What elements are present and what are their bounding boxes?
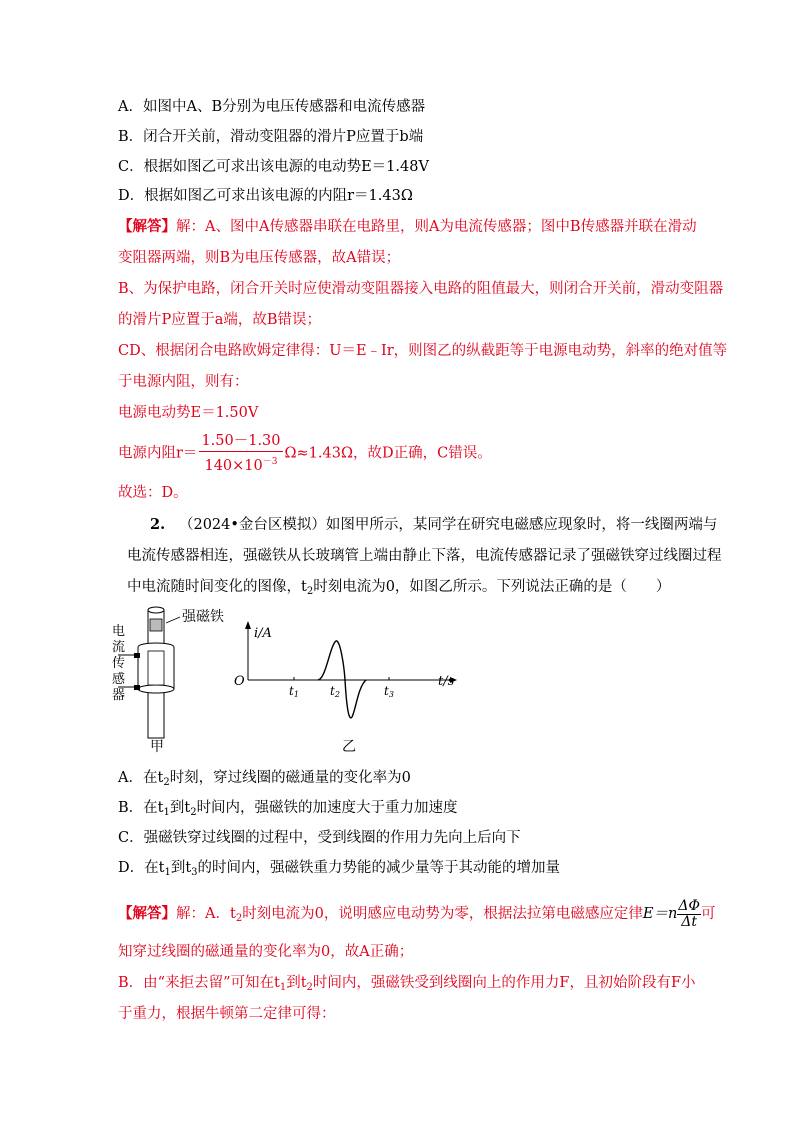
q2-option-a: A．在$t_2$时刻，穿过线圈的磁通量的变化率为0 [118,770,411,788]
svg-text:t1: t1 [289,684,299,699]
apparatus-diagram [112,607,224,755]
q1-conclusion: 故选：D。 [118,485,188,501]
faraday-law-formula: E＝n $\frac{\Delta\Phi}{\Delta t}$ [642,897,700,930]
svg-text:t2: t2 [330,684,340,699]
svg-text:流: 流 [112,640,126,655]
svg-text:传: 传 [112,656,126,671]
q1-answer-line-6: 于电源内阻，则有： [118,374,249,390]
q2-option-c: C．强磁铁穿过线圈的过程中，受到线圈的作用力先向上后向下 [118,830,521,846]
q1-answer-line-5: CD、根据闭合电路欧姆定律得：U＝E﹣Ir，则图乙的纵截距等于电源电动势，斜率的绝对值等 [118,343,728,359]
q1-option-a: A．如图中A、B分别为电压传感器和电流传感器 [118,99,426,115]
q1-option-d: D．根据如图乙可求出该电源的内阻r＝1.43Ω [118,188,413,204]
q1-answer-line-7: 电源电动势E＝1.50V [118,405,259,421]
q2-answer-line-1: 【解答】解：A．$t_2$时刻电流为0，说明感应电动势为零，根据法拉第电磁感应定律E＝n $\frac{\Delta\Phi}{\Delta t}$ 可 [118,897,716,930]
magnet [150,619,162,631]
q1-option-c: C．根据如图乙可求出该电源的电动势E＝1.48V [118,159,429,175]
y-axis-label: i/A [254,626,272,641]
resistance-fraction: $\frac{1.50-1.30}{140\times 10^{-3}}$ [201,433,281,474]
q2-stem-line-3: 中电流随时间变化的图像，$t_2$时刻电流为0，如图乙所示。下列说法正确的是（ ） [127,579,671,597]
svg-text:器: 器 [112,688,126,703]
q2-option-b: B．在$t_1$到$t_2$时间内，强磁铁的加速度大于重力加速度 [118,800,458,818]
q2-answer-line-3: B．由“来拒去留”可知在$t_1$到$t_2$时间内，强磁铁受到线圈向上的作用力F，且初始阶段有F小 [118,975,696,993]
q1-internal-resistance-formula: 电源内阻r＝ $\frac{1.50-1.30}{140\times 10^{-3}}$ Ω≈1.43Ω，故D正确，C错误。 [118,433,492,474]
svg-text:电: 电 [112,624,126,639]
q2-stem-line-2: 电流传感器相连，强磁铁从长玻璃管上端由静止下落，电流传感器记录了强磁铁穿过线圈过程 [127,548,722,564]
svg-text:感: 感 [112,672,126,687]
right-caption: 乙 [342,739,356,755]
q1-answer-line-4: 的滑片P应置于a端，故B错误； [118,312,322,328]
q2-stem-line-1: 2. （2024•金台区模拟）如图甲所示，某同学在研究电磁感应现象时，将一线圈两端与 [150,516,718,533]
svg-text:t3: t3 [384,684,394,699]
magnet-label: 强磁铁 [182,609,224,625]
current-graph [234,621,457,755]
origin-label: O [234,674,245,689]
q1-answer-line-2: 变阻器两端，则B为电压传感器，故A错误； [118,250,401,266]
q1-option-b: B．闭合开关前，滑动变阻器的滑片P应置于b端 [118,129,424,145]
q1-answer-line-1: 【解答】解：A、图中A传感器串联在电路里，则A为电流传感器；图中B传感器并联在滑动 [118,218,697,235]
q2-answer-line-4: 于重力，根据牛顿第二定律可得： [118,1006,336,1022]
q1-answer-line-3: B、为保护电路，闭合开关时应使滑动变阻器接入电路的阻值最大，则闭合开关前，滑动变阻器 [118,281,724,297]
q2-option-d: D．在$t_1$到$t_3$的时间内，强磁铁重力势能的减少量等于其动能的增加量 [118,860,561,878]
experiment-figure [100,605,480,755]
x-axis-label: t/s [438,674,455,689]
q2-answer-line-2: 知穿过线圈的磁通量的变化率为0，故A正确； [118,944,414,960]
current-curve [318,641,366,718]
left-caption: 甲 [150,739,164,755]
answer-tag: 【解答】 [118,218,176,235]
